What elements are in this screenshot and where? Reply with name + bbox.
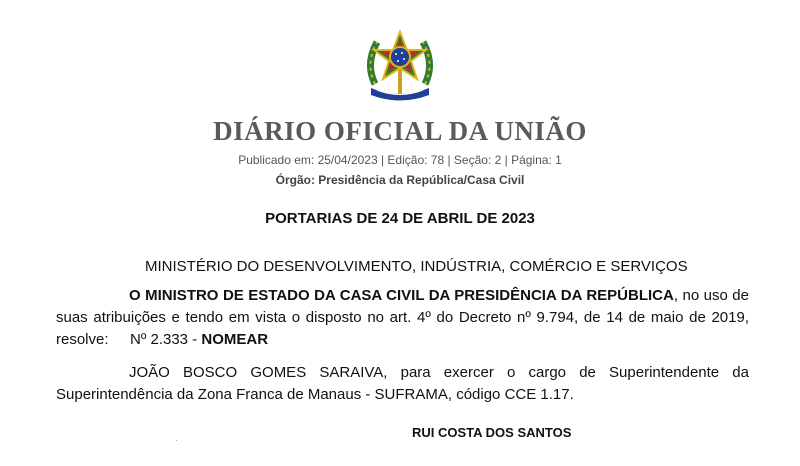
portaria-number (130, 331, 268, 348)
orgao-line: Órgão: Presidência da República/Casa Civil (275, 173, 525, 187)
portaria-number-label: Nº 2.333 - (130, 331, 202, 348)
ministry-heading: MINISTÉRIO DO DESENVOLVIMENTO, INDÚSTRIA, COMÉRCIO E SERVIÇOS (145, 258, 688, 275)
appointment-paragraph (56, 362, 749, 406)
portaria-action: NOMEAR (201, 331, 269, 348)
stray-dot (176, 440, 177, 441)
preamble-authority: O MINISTRO DE ESTADO DA CASA CIVIL DA PRESIDÊNCIA DA REPÚBLICA (129, 287, 674, 304)
masthead-title: DIÁRIO OFICIAL DA UNIÃO (213, 116, 587, 146)
signature: RUI COSTA DOS SANTOS (412, 425, 572, 440)
brazil-coat-of-arms-icon (363, 26, 437, 106)
document-title: PORTARIAS DE 24 DE ABRIL DE 2023 (265, 210, 535, 227)
preamble-text: , no uso de suas atribuições e tendo em vista o disposto no art. 4º do Decreto nº 9.794, de 14 de maio de 2019, resolve: (56, 287, 749, 348)
appointment-text: JOÃO BOSCO GOMES SARAIVA, para exercer o cargo de Superintendente da Superintendência da Zona Franca de Manaus - SUFRAMA, código CCE 1.17. (56, 364, 749, 403)
publication-info: Publicado em: 25/04/2023 | Edição: 78 | Seção: 2 | Página: 1 (238, 153, 562, 167)
